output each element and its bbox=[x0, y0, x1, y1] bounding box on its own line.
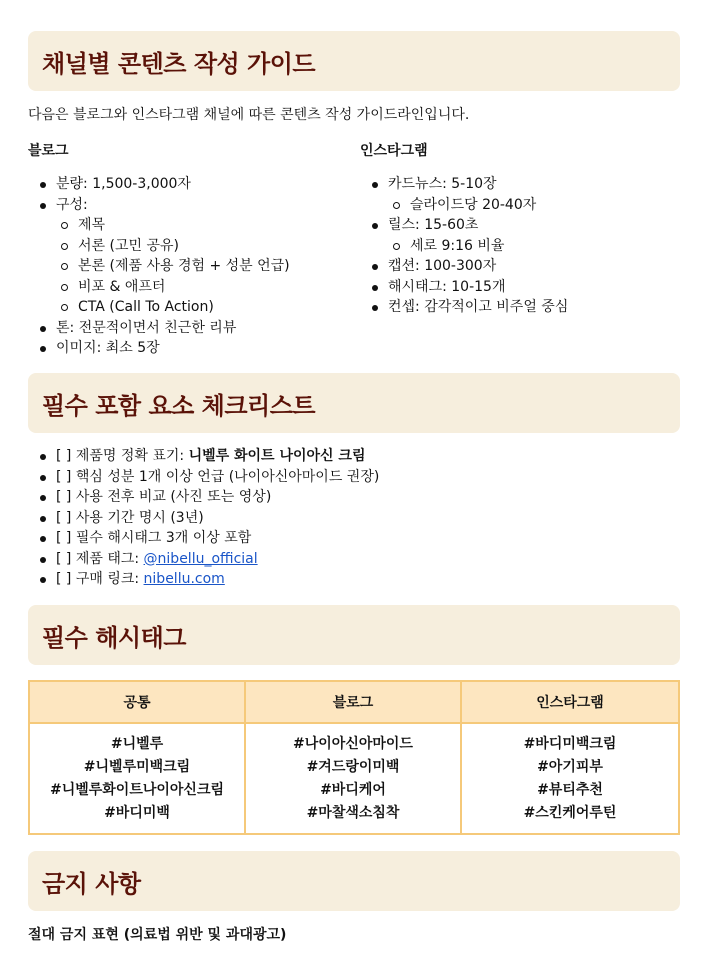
list-item: 해시태그: 10-15개 bbox=[360, 277, 680, 298]
sub-list-item: 세로 9:16 비율 bbox=[360, 236, 680, 257]
hashtag: #니벨루 bbox=[110, 735, 164, 752]
list-item: 톤: 전문적이면서 친근한 리뷰 bbox=[28, 318, 338, 339]
checklist-item: [ ] 핵심 성분 1개 이상 언급 (나이아신아마이드 권장) bbox=[28, 467, 680, 488]
hashtag: #바디케어 bbox=[320, 781, 386, 798]
page-title: 채널별 콘텐츠 작성 가이드 bbox=[42, 49, 316, 78]
table-cell-instagram bbox=[462, 724, 678, 833]
table-cell-blog bbox=[246, 724, 462, 833]
hashtag-table bbox=[28, 680, 680, 835]
hashtag: #스킨케어루틴 bbox=[523, 804, 617, 821]
list-item: 구성: bbox=[28, 195, 338, 216]
list-item: 카드뉴스: 5-10장 bbox=[360, 174, 680, 195]
sub-list-item: CTA (Call To Action) bbox=[28, 297, 338, 318]
purchase-link[interactable]: nibellu.com bbox=[143, 571, 225, 587]
sub-list-item: 제목 bbox=[28, 215, 338, 236]
checklist-item-text: [ ] 구매 링크: bbox=[56, 571, 144, 587]
hashtags-title: 필수 해시태그 bbox=[42, 623, 186, 652]
section-header-prohibited bbox=[28, 851, 680, 911]
hashtag: #마찰색소침착 bbox=[306, 804, 400, 821]
hashtag: #뷰티추천 bbox=[537, 781, 603, 798]
list-item: 분량: 1,500-3,000자 bbox=[28, 174, 338, 195]
section-header-guide bbox=[28, 31, 680, 91]
table-header-common: 공통 bbox=[30, 682, 246, 724]
hashtag: #니벨루화이트나이아신크림 bbox=[49, 781, 225, 798]
list-item: 이미지: 최소 5장 bbox=[28, 338, 338, 359]
prohibited-title: 금지 사항 bbox=[42, 869, 141, 898]
blog-guidelines-list bbox=[28, 174, 338, 359]
section-header-checklist bbox=[28, 373, 680, 433]
checklist-item: [ ] 사용 기간 명시 (3년) bbox=[28, 508, 680, 529]
hashtag: #바디미백 bbox=[104, 804, 170, 821]
sub-list-item: 비포 & 애프터 bbox=[28, 277, 338, 298]
sub-list-item: 본론 (제품 사용 경험 + 성분 언급) bbox=[28, 256, 338, 277]
checklist-item-text: [ ] 제품 태그: bbox=[56, 550, 144, 567]
list-item: 릴스: 15-60초 bbox=[360, 215, 680, 236]
section-header-hashtags bbox=[28, 605, 680, 665]
hashtag: #바디미백크림 bbox=[523, 735, 617, 752]
product-tag-link[interactable]: @nibellu_official bbox=[143, 550, 258, 567]
checklist bbox=[28, 446, 680, 590]
list-item: 컨셉: 감각적이고 비주얼 중심 bbox=[360, 297, 680, 318]
prohibited-subtitle: 절대 금지 표현 (의료법 위반 및 과대광고) bbox=[28, 927, 287, 943]
checklist-item bbox=[28, 446, 680, 467]
checklist-item bbox=[28, 569, 680, 590]
hashtag: #니벨루미백크림 bbox=[83, 758, 191, 775]
sub-list-item: 서론 (고민 공유) bbox=[28, 236, 338, 257]
table-cell-common bbox=[30, 724, 246, 833]
instagram-column-title: 인스타그램 bbox=[360, 143, 428, 159]
intro-text: 다음은 블로그와 인스타그램 채널에 따른 콘텐츠 작성 가이드라인입니다. bbox=[28, 107, 470, 123]
checklist-title: 필수 포함 요소 체크리스트 bbox=[42, 391, 316, 420]
instagram-guidelines-list bbox=[360, 174, 680, 318]
product-name: 니벨루 화이트 나이아신 크림 bbox=[188, 448, 366, 464]
hashtag: #겨드랑이미백 bbox=[306, 758, 400, 775]
checklist-item: [ ] 필수 해시태그 3개 이상 포함 bbox=[28, 528, 680, 549]
checklist-item: [ ] 사용 전후 비교 (사진 또는 영상) bbox=[28, 487, 680, 508]
checklist-item-text: [ ] 제품명 정확 표기: bbox=[56, 448, 189, 464]
checklist-item bbox=[28, 549, 680, 570]
blog-column-title: 블로그 bbox=[28, 143, 69, 159]
table-header-instagram: 인스타그램 bbox=[462, 682, 678, 724]
sub-list-item: 슬라이드당 20-40자 bbox=[360, 195, 680, 216]
list-item: 캡션: 100-300자 bbox=[360, 256, 680, 277]
hashtag: #나이아신아마이드 bbox=[293, 735, 413, 752]
hashtag: #아기피부 bbox=[537, 758, 603, 775]
table-header-blog: 블로그 bbox=[246, 682, 462, 724]
